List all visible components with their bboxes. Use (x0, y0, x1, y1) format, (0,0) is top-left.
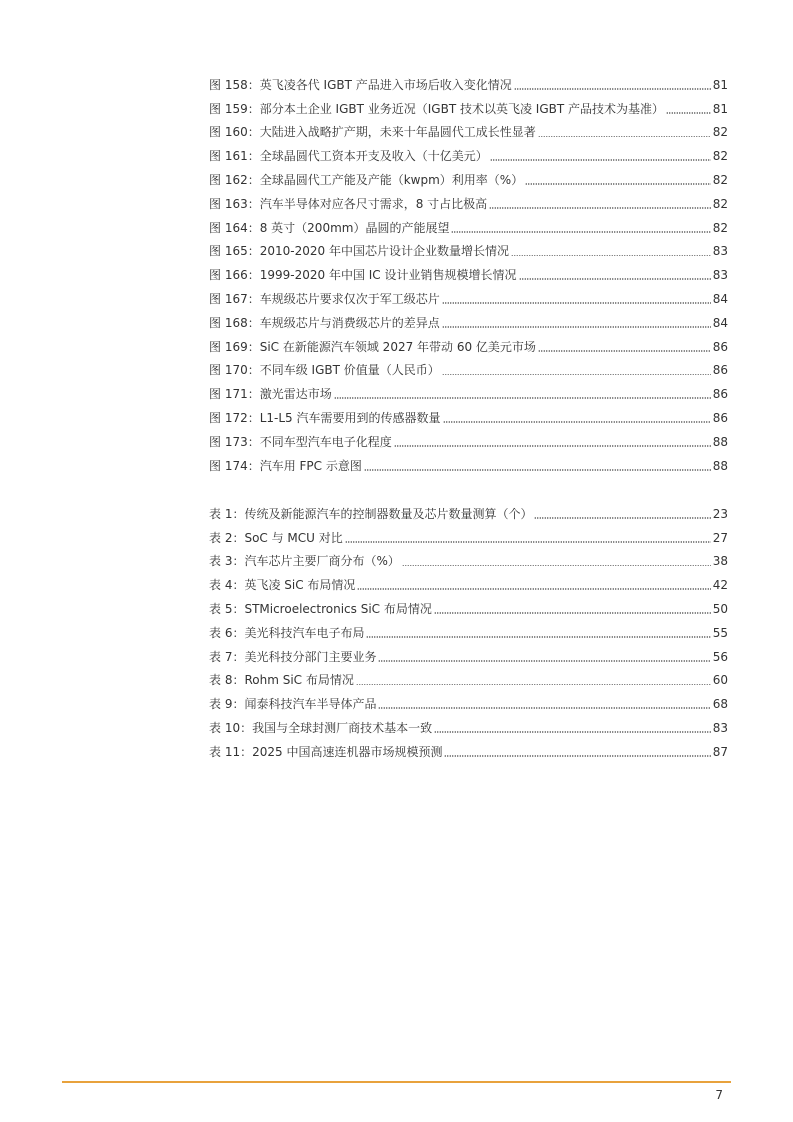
toc-entry-label: 表 4：英飞凌 SiC 布局情况 (209, 578, 356, 593)
toc-leader-dots (345, 541, 711, 543)
toc-entry-label: 表 8：Rohm SiC 布局情况 (209, 673, 354, 688)
toc-entry-label: 图 161：全球晶圆代工资本开支及收入（十亿美元） (209, 149, 488, 164)
toc-leader-dots (356, 683, 711, 685)
toc-entry-page: 27 (712, 530, 728, 545)
toc-entry-page: 86 (712, 363, 728, 378)
toc-entry-label: 表 7：美光科技分部门主要业务 (209, 649, 377, 664)
toc-entry-page: 82 (712, 220, 728, 235)
toc-entry-label: 图 160：大陆进入战略扩产期，未来十年晶圆代工成长性显著 (209, 125, 536, 140)
toc-leader-dots (525, 183, 711, 185)
toc-entry[interactable] (209, 669, 728, 693)
toc-entry-label: 图 164：8 英寸（200mm）晶圆的产能展望 (209, 220, 450, 235)
toc-entry-page: 88 (712, 434, 728, 449)
toc-leader-dots (519, 278, 711, 280)
toc-entry-label: 表 3：汽车芯片主要厂商分布（%） (209, 554, 400, 569)
toc-entry-page: 87 (712, 744, 728, 759)
toc-entry[interactable] (209, 311, 728, 335)
toc-leader-dots (514, 88, 711, 90)
toc-entry-page: 86 (712, 387, 728, 402)
toc-entry-page: 56 (712, 649, 728, 664)
toc-entry[interactable] (209, 692, 728, 716)
toc-entry-label: 图 170：不同车级 IGBT 价值量（人民币） (209, 363, 440, 378)
toc-entry-label: 图 162：全球晶圆代工产能及产能（kwpm）利用率（%） (209, 173, 524, 188)
toc-leader-dots (364, 469, 711, 471)
toc-entry[interactable] (209, 144, 728, 168)
toc-leader-dots (442, 373, 711, 375)
toc-leader-dots (511, 254, 711, 256)
toc-entry-page: 23 (712, 506, 728, 521)
toc-entry-page: 38 (712, 554, 728, 569)
toc-entry-page: 84 (712, 292, 728, 307)
toc-entry-page: 82 (712, 149, 728, 164)
toc-entry-page: 42 (712, 578, 728, 593)
toc-entry[interactable] (209, 550, 728, 574)
toc-entry[interactable] (209, 287, 728, 311)
toc-entry-page: 81 (712, 77, 728, 92)
toc-entry-page: 60 (712, 673, 728, 688)
footer-rule (62, 1081, 731, 1083)
toc-entry[interactable] (209, 97, 728, 121)
toc-entry-label: 图 165：2010-2020 年中国芯片设计企业数量增长情况 (209, 244, 509, 259)
toc-entry-page: 82 (712, 173, 728, 188)
toc-entry-page: 55 (712, 625, 728, 640)
toc-leader-dots (378, 660, 710, 662)
toc-entry-page: 83 (712, 244, 728, 259)
toc-entry-page: 86 (712, 411, 728, 426)
toc-entry-label: 图 172：L1-L5 汽车需要用到的传感器数量 (209, 411, 441, 426)
toc-entry[interactable] (209, 359, 728, 383)
toc-leader-dots (538, 350, 711, 352)
toc-entry-page: 86 (712, 339, 728, 354)
toc-entry[interactable] (209, 740, 728, 764)
toc-entry[interactable] (209, 240, 728, 264)
toc-entry-label: 图 166：1999-2020 年中国 IC 设计业销售规模增长情况 (209, 268, 517, 283)
toc-entry-page: 68 (712, 697, 728, 712)
toc-entry[interactable] (209, 121, 728, 145)
toc-leader-dots (434, 731, 711, 733)
toc-entry-page: 50 (712, 602, 728, 617)
toc-leader-dots (538, 135, 711, 137)
toc-leader-dots (489, 207, 711, 209)
toc-entry[interactable] (209, 430, 728, 454)
toc-leader-dots (490, 159, 711, 161)
toc-entry[interactable] (209, 192, 728, 216)
toc-entry-label: 图 171：激光雷达市场 (209, 387, 332, 402)
toc-entry-label: 表 10：我国与全球封测厂商技术基本一致 (209, 721, 433, 736)
toc-leader-dots (451, 231, 710, 233)
toc-leader-dots (443, 421, 711, 423)
toc-entry-page: 88 (712, 458, 728, 473)
toc-entry[interactable] (209, 502, 728, 526)
toc-entry-label: 图 169：SiC 在新能源汽车领域 2027 年带动 60 亿美元市场 (209, 339, 536, 354)
toc-entry[interactable] (209, 621, 728, 645)
toc-leader-dots (366, 636, 710, 638)
toc-leader-dots (534, 517, 710, 519)
toc-leader-dots (334, 397, 711, 399)
page-number: 7 (715, 1088, 723, 1102)
toc-leader-dots (442, 302, 711, 304)
toc-entry-label: 图 173：不同车型汽车电子化程度 (209, 434, 392, 449)
toc-entry[interactable] (209, 526, 728, 550)
toc-entry[interactable] (209, 454, 728, 478)
toc-leader-dots (402, 564, 711, 566)
toc-entry-label: 图 159：部分本土企业 IGBT 业务近况（IGBT 技术以英飞凌 IGBT 产品技术为基准） (209, 101, 664, 116)
toc-entry-page: 82 (712, 125, 728, 140)
toc-entry-label: 表 5：STMicroelectronics SiC 布局情况 (209, 602, 432, 617)
toc-entry-page: 84 (712, 315, 728, 330)
figure-list (209, 73, 728, 478)
toc-entry-label: 图 174：汽车用 FPC 示意图 (209, 458, 362, 473)
toc-leader-dots (442, 326, 711, 328)
toc-entry-label: 表 11：2025 中国高速连机器市场规模预测 (209, 744, 443, 759)
toc-entry-label: 图 163：汽车半导体对应各尺寸需求，8 寸占比极高 (209, 196, 488, 211)
toc-entry-label: 表 9：闻泰科技汽车半导体产品 (209, 697, 377, 712)
toc-entry[interactable] (209, 597, 728, 621)
toc-leader-dots (444, 755, 710, 757)
toc-leader-dots (378, 707, 710, 709)
toc-leader-dots (434, 612, 711, 614)
toc-entry-label: 图 167：车规级芯片要求仅次于军工级芯片 (209, 292, 440, 307)
toc-entry[interactable] (209, 573, 728, 597)
table-list (209, 502, 728, 764)
toc-entry[interactable] (209, 263, 728, 287)
toc-leader-dots (357, 588, 710, 590)
toc-entry[interactable] (209, 216, 728, 240)
toc-entry-label: 表 2：SoC 与 MCU 对比 (209, 530, 343, 545)
toc-entry[interactable] (209, 406, 728, 430)
toc-leader-dots (394, 445, 711, 447)
toc-entry[interactable] (209, 335, 728, 359)
toc-entry[interactable] (209, 73, 728, 97)
toc-entry[interactable] (209, 382, 728, 406)
toc-entry-page: 83 (712, 721, 728, 736)
toc-entry[interactable] (209, 645, 728, 669)
toc-entry-page: 82 (712, 196, 728, 211)
toc-entry-label: 表 1：传统及新能源汽车的控制器数量及芯片数量测算（个） (209, 506, 533, 521)
toc-entry-page: 81 (712, 101, 728, 116)
toc-entry[interactable] (209, 168, 728, 192)
toc-entry-label: 图 158：英飞凌各代 IGBT 产品进入市场后收入变化情况 (209, 77, 512, 92)
toc-entry-page: 83 (712, 268, 728, 283)
toc-entry[interactable] (209, 716, 728, 740)
toc-leader-dots (666, 112, 711, 114)
toc-entry-label: 表 6：美光科技汽车电子布局 (209, 625, 365, 640)
toc-entry-label: 图 168：车规级芯片与消费级芯片的差异点 (209, 315, 440, 330)
